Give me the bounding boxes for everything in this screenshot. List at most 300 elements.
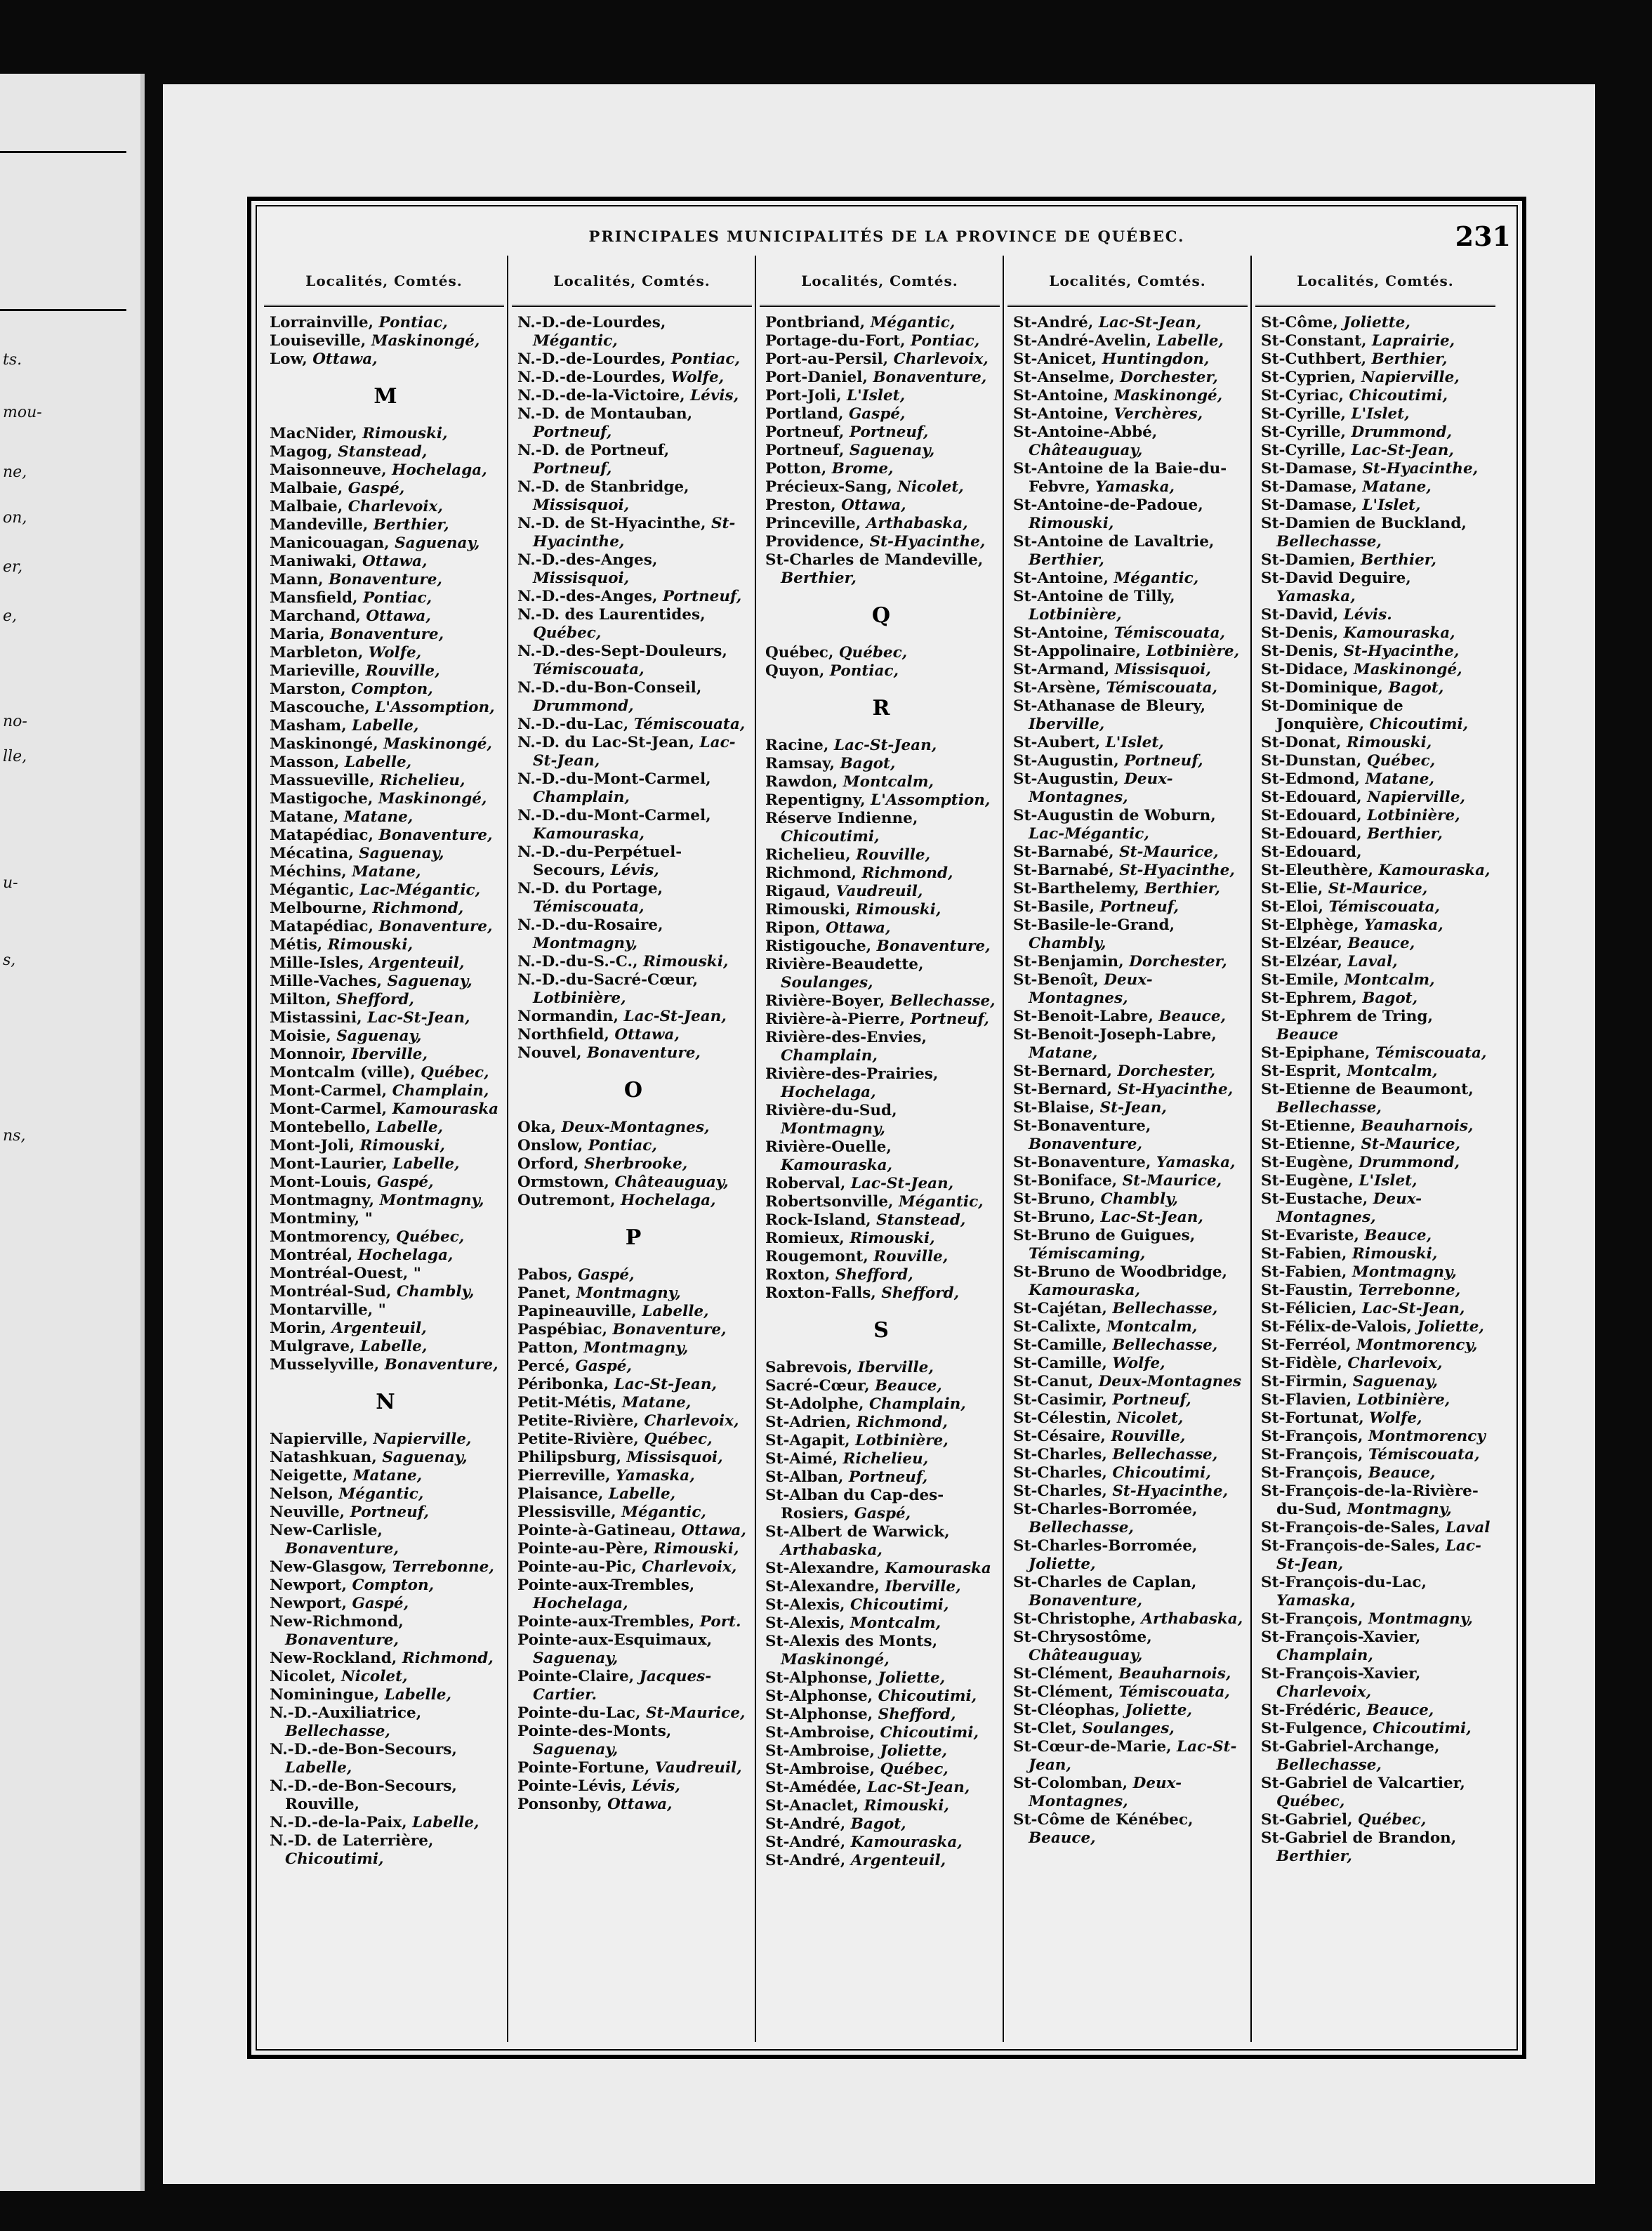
locality-name: St-David,: [1261, 606, 1339, 624]
locality-name: Oka,: [517, 1119, 557, 1136]
county-name: Iberville,: [351, 1046, 428, 1063]
county-name: Lac-St-Jean,: [1098, 314, 1202, 331]
locality-name: St-Evariste,: [1261, 1227, 1359, 1244]
locality-name: N.-D.-du-Lac,: [517, 716, 629, 733]
county-name: Richmond,: [402, 1650, 494, 1667]
county-name: Lotbinière,: [533, 989, 626, 1007]
list-item: [270, 936, 501, 954]
locality-name: St-Alban du Cap-des-Rosiers,: [765, 1487, 944, 1522]
list-item: [1013, 1190, 1245, 1209]
locality-name: Pointe-au-Père,: [517, 1540, 649, 1558]
county-name: Matane,: [352, 863, 421, 881]
county-name: Arthabaska,: [1141, 1610, 1243, 1628]
county-name: Matane,: [1029, 1044, 1098, 1062]
locality-name: St-Côme de Kénébec,: [1013, 1811, 1194, 1829]
county-name: Richelieu,: [842, 1450, 929, 1468]
county-name: Bonaventure,: [1029, 1592, 1142, 1610]
locality-name: St-Appolinaire,: [1013, 643, 1142, 660]
locality-name: St-Basile,: [1013, 898, 1095, 916]
locality-name: St-Epiphane,: [1261, 1044, 1370, 1062]
locality-name: St-Alphonse,: [765, 1706, 873, 1723]
county-name: Québec,: [1366, 752, 1436, 770]
locality-name: St-Edmond,: [1261, 770, 1361, 788]
list-item: [270, 1356, 501, 1374]
locality-name: St-Dominique de Jonquière,: [1261, 697, 1403, 733]
county-name: Portneuf,: [662, 588, 742, 605]
county-name: Port.: [699, 1613, 741, 1631]
locality-name: St-Benoit-Joseph-Labre,: [1013, 1026, 1217, 1044]
locality-name: St-Edouard,: [1261, 807, 1362, 824]
locality-name: Rivière-Boyer,: [765, 992, 885, 1010]
county-name: Shefford,: [881, 1284, 960, 1302]
list-item: [1013, 1154, 1245, 1172]
locality-name: Mont-Joli,: [270, 1137, 355, 1154]
list-item: [270, 1283, 501, 1301]
list-item: [1261, 1574, 1493, 1610]
section-letter: N: [376, 1390, 395, 1414]
list-item: [270, 1192, 501, 1210]
locality-name: St-Amédée,: [765, 1779, 862, 1796]
locality-name: N.-D. du Portage,: [517, 880, 663, 897]
county-name: Rouville,: [873, 1248, 949, 1265]
list-item: [517, 953, 749, 971]
county-name: Kamouraska,: [533, 825, 645, 843]
locality-name: Matapédiac,: [270, 827, 374, 844]
county-name: Québec,: [395, 1228, 465, 1246]
county-name: Missisquoi,: [533, 496, 630, 514]
list-item: [517, 1631, 749, 1668]
list-item: [765, 1669, 997, 1687]
county-name: Pontiac,: [670, 350, 740, 368]
county-name: Portneuf,: [533, 460, 612, 478]
county-name: Ottawa,: [366, 607, 431, 625]
county-name: Rouville,: [1111, 1428, 1186, 1445]
locality-name: St-Damase,: [1261, 460, 1357, 478]
locality-name: Montmagny,: [270, 1192, 374, 1209]
locality-name: Richmond,: [765, 864, 857, 882]
county-name: Kamouraska,: [781, 1157, 893, 1174]
list-item: [270, 1100, 501, 1119]
list-item: [1261, 752, 1493, 770]
list-item: [270, 607, 501, 626]
county-name: Gaspé,: [348, 480, 405, 497]
list-item: [517, 1449, 749, 1467]
list-item: [517, 807, 749, 843]
list-item: [270, 1319, 501, 1338]
locality-name: St-Alexis,: [765, 1596, 845, 1614]
county-name: Deux-Montagnes,: [1029, 770, 1173, 806]
list-item: [270, 845, 501, 863]
county-name: Bonaventure,: [876, 937, 991, 955]
county-name: Châteauguay,: [614, 1173, 729, 1191]
locality-name: St-Césaire,: [1013, 1428, 1106, 1445]
locality-name: Matane,: [270, 808, 339, 826]
list-item: [517, 1394, 749, 1412]
county-name: Rimouski,: [855, 901, 941, 919]
locality-name: St-Benoît,: [1013, 971, 1099, 989]
list-item: [270, 480, 501, 498]
list-item: [765, 846, 997, 864]
county-name: Shefford,: [336, 991, 414, 1008]
list-item: [1261, 551, 1493, 570]
county-name: L'Islet,: [1351, 405, 1410, 423]
locality-name: N.-D.-de-Bon-Secours,: [270, 1741, 457, 1758]
list-item: [765, 478, 997, 496]
list-item: [270, 1009, 501, 1027]
locality-name: Rivière-des-Envies,: [765, 1029, 927, 1046]
locality-name: Malbaie,: [270, 480, 343, 497]
list-item: [517, 1704, 749, 1723]
list-item: [517, 1485, 749, 1503]
list-item: [1261, 423, 1493, 442]
list-item: [765, 1011, 997, 1029]
locality-name: Outremont,: [517, 1192, 616, 1209]
list-item: [1013, 588, 1245, 624]
list-item: [1261, 643, 1493, 661]
county-name: Hochelaga,: [533, 1595, 628, 1612]
list-item: [1261, 734, 1493, 752]
locality-name: St-Gabriel-Archange,: [1261, 1738, 1440, 1756]
list-item: [270, 699, 501, 717]
locality-name: St-Damase,: [1261, 478, 1357, 496]
locality-name: Matapédiac,: [270, 918, 374, 935]
list-item: [1013, 1702, 1245, 1720]
county-name: Saguenay,: [1352, 1373, 1438, 1390]
locality-name: St-Christophe,: [1013, 1610, 1136, 1628]
locality-name: St-Charles-Borromée,: [1013, 1501, 1198, 1518]
county-name: Témiscouata,: [1106, 679, 1218, 697]
county-name: Vaudreuil,: [835, 883, 923, 900]
list-item: [1261, 1282, 1493, 1300]
locality-name: St-Fabien,: [1261, 1245, 1347, 1263]
county-name: Shefford,: [878, 1706, 956, 1723]
list-item: [1261, 1263, 1493, 1282]
locality-name: St-Antoine-de-Padoue,: [1013, 496, 1203, 514]
locality-name: St-François-du-Lac,: [1261, 1574, 1427, 1591]
locality-name: St-Antoine de la Baie-du-Febvre,: [1013, 460, 1227, 496]
left-page-edge: [0, 74, 145, 2191]
county-name: Joliette,: [880, 1742, 948, 1760]
column-heading: Localités, Comtés.: [512, 256, 752, 307]
county-name: Bellechasse,: [890, 992, 996, 1010]
county-name: Joliette,: [878, 1669, 946, 1687]
entry-list: [512, 307, 752, 1814]
list-item: [1013, 1464, 1245, 1482]
county-name: St-Maurice,: [1361, 1136, 1460, 1153]
county-name: Yamaska,: [1276, 1592, 1356, 1610]
county-name: Dorchester,: [1129, 953, 1227, 970]
county-name: Chicoutimi,: [1369, 716, 1469, 733]
locality-name: St-Didace,: [1261, 661, 1349, 678]
county-name: Montmorency,: [1356, 1336, 1478, 1354]
list-item: [1261, 1775, 1493, 1811]
locality-name: Moisie,: [270, 1027, 331, 1045]
county-name: Richmond,: [861, 864, 953, 882]
list-item: [1013, 405, 1245, 423]
county-name: Matane,: [621, 1394, 692, 1411]
locality-name: Rivière-du-Sud,: [765, 1102, 897, 1119]
list-item: [1261, 862, 1493, 880]
county-name: L'Islet,: [1359, 1172, 1418, 1190]
locality-name: Réserve Indienne,: [765, 810, 918, 827]
county-name: Montcalm,: [1347, 1062, 1438, 1080]
county-name: Portneuf,: [533, 423, 612, 441]
list-item: [765, 919, 997, 937]
county-name: Bellechasse,: [1276, 533, 1382, 551]
county-name: Maskinongé,: [1114, 387, 1223, 404]
list-item: [765, 1487, 997, 1523]
list-item: [270, 808, 501, 827]
list-item: [517, 1412, 749, 1430]
column-1: [264, 256, 504, 2042]
county-name: Gaspé,: [376, 1173, 434, 1191]
county-name: Charlevoix,: [893, 350, 989, 368]
county-name: Gaspé,: [577, 1266, 635, 1284]
list-item: [765, 387, 997, 405]
list-item: [270, 1155, 501, 1173]
locality-name: St-Barthelemy,: [1013, 880, 1139, 897]
county-name: Lac-St-Jean,: [866, 1779, 970, 1796]
locality-name: St-Denis,: [1261, 624, 1339, 642]
list-item: [1013, 1482, 1245, 1501]
county-name: Montmagny,: [533, 935, 637, 952]
list-item: [765, 1065, 997, 1102]
locality-name: Nicolet,: [270, 1668, 336, 1685]
locality-name: St-Anaclet,: [765, 1797, 859, 1815]
county-name: Laval,: [1347, 953, 1398, 970]
county-name: Nicolet,: [897, 478, 964, 496]
county-name: Témiscouata,: [1114, 624, 1226, 642]
county-name: Lotbinière,: [855, 1432, 949, 1449]
column-heading: Localités, Comtés.: [1255, 256, 1495, 307]
list-item: [1261, 1172, 1493, 1190]
list-item: [270, 516, 501, 534]
locality-name: St-Basile-le-Grand,: [1013, 916, 1175, 934]
list-item: [765, 1742, 997, 1761]
list-item: [1013, 1318, 1245, 1336]
locality-name: Plessisville,: [517, 1503, 616, 1521]
list-item: [270, 717, 501, 735]
county-name: Mégantic,: [533, 332, 618, 350]
list-item: [270, 863, 501, 881]
list-item: [765, 755, 997, 773]
list-item: [270, 1522, 501, 1558]
county-name: Saguenay,: [533, 1741, 619, 1758]
locality-name: Montréal-Ouest,: [270, 1265, 409, 1282]
locality-name: St-Edouard,: [1261, 825, 1362, 843]
list-item: [1261, 1665, 1493, 1702]
locality-name: St-Charles de Mandeville,: [765, 551, 984, 569]
list-item: [1013, 643, 1245, 661]
list-item: [765, 737, 997, 755]
locality-name: St-Albert de Warwick,: [765, 1523, 950, 1541]
locality-name: Princeville,: [765, 515, 861, 532]
locality-name: Low,: [270, 350, 308, 368]
list-item: [1261, 515, 1493, 551]
county-name: Bellechasse,: [1276, 1099, 1382, 1117]
locality-name: St-Charles,: [1013, 1482, 1107, 1500]
locality-name: St-Cyrille,: [1261, 423, 1346, 441]
left-page-fragment: on,: [3, 509, 27, 527]
county-name: Richelieu,: [379, 772, 465, 789]
section-letter: S: [873, 1318, 889, 1343]
county-name: Témiscouata,: [1375, 1044, 1487, 1062]
county-name: Napierville,: [373, 1430, 472, 1448]
county-name: Champlain,: [533, 789, 630, 806]
locality-name: St-Dunstan,: [1261, 752, 1362, 770]
list-item: [517, 1558, 749, 1577]
locality-name: Rivière-Beaudette,: [765, 956, 924, 973]
list-item: [270, 918, 501, 936]
locality-name: Natashkuan,: [270, 1449, 377, 1466]
county-name: Dorchester,: [1120, 369, 1218, 386]
locality-name: Preston,: [765, 496, 836, 514]
list-item: [765, 883, 997, 901]
locality-name: Pointe-aux-Trembles,: [517, 1613, 695, 1631]
locality-name: Ristigouche,: [765, 937, 872, 955]
left-page-fragment: s,: [3, 952, 16, 969]
locality-name: St-Antoine de Tilly,: [1013, 588, 1175, 605]
county-name: Lac-Mégantic,: [359, 881, 481, 899]
county-name: Ottawa,: [607, 1796, 673, 1813]
list-item: [517, 1321, 749, 1339]
locality-name: N.-D. du Lac-St-Jean,: [517, 734, 695, 751]
county-name: Bonaventure,: [330, 626, 444, 643]
county-name: Joliette,: [1029, 1555, 1096, 1573]
county-name: Deux-Montagnes,: [1029, 1775, 1182, 1810]
county-name: Montcalm,: [842, 773, 934, 791]
locality-name: Mann,: [270, 571, 324, 588]
county-name: Matane,: [343, 808, 414, 826]
county-name: Chambly,: [1100, 1190, 1179, 1208]
list-item: [270, 443, 501, 461]
left-page-fragment: lle,: [3, 748, 27, 765]
county-name: Berthier,: [1371, 350, 1448, 368]
county-name: L'Assomption,: [871, 791, 991, 809]
county-name: Lévis,: [610, 862, 659, 879]
list-item: [1261, 1062, 1493, 1081]
list-item: [1013, 1610, 1245, 1628]
list-item: [1013, 679, 1245, 697]
list-item: [1261, 1154, 1493, 1172]
county-name: Bonaventure,: [586, 1044, 701, 1062]
locality-name: St-Firmin,: [1261, 1373, 1348, 1390]
locality-name: Mille-Vaches,: [270, 973, 382, 990]
list-item: [517, 971, 749, 1008]
locality-name: Mulgrave,: [270, 1338, 355, 1355]
list-item: [1261, 843, 1493, 862]
list-item: [270, 1338, 501, 1356]
list-item: [765, 1450, 997, 1468]
county-name: Bonaventure,: [384, 1356, 498, 1374]
locality-name: N.-D.-du-S.-C.,: [517, 953, 638, 970]
list-item: [517, 1430, 749, 1449]
locality-name: N.-D.-du-Mont-Carmel,: [517, 770, 711, 788]
list-item: [765, 864, 997, 883]
county-name: Labelle,: [1156, 332, 1224, 350]
section-letter: O: [623, 1078, 643, 1103]
locality-name: Montarville,: [270, 1301, 374, 1319]
list-item: [765, 1266, 997, 1284]
locality-name: Maria,: [270, 626, 325, 643]
list-item: [1261, 1136, 1493, 1154]
left-page-fragment: ts.: [3, 351, 22, 369]
locality-name: Masson,: [270, 753, 340, 771]
list-item: [1261, 807, 1493, 825]
list-item: [517, 1266, 749, 1284]
county-name: Labelle,: [285, 1759, 352, 1777]
list-item: [1261, 1428, 1493, 1446]
list-item: [1261, 1811, 1493, 1829]
county-name: Compton,: [352, 1577, 435, 1594]
locality-name: N.-D.-de-Lourdes,: [517, 314, 666, 331]
locality-name: Rougemont,: [765, 1248, 868, 1265]
county-name: Terrebonne,: [1358, 1282, 1461, 1299]
county-name: Yamaska,: [1095, 478, 1175, 496]
list-item: [1013, 387, 1245, 405]
locality-name: St-Charles,: [1013, 1446, 1107, 1463]
county-name: L'Assomption,: [375, 699, 495, 716]
list-item: [270, 1301, 501, 1319]
county-name: Bagot,: [1388, 679, 1444, 697]
locality-name: Nominingue,: [270, 1686, 380, 1704]
county-name: Saguenay,: [849, 442, 935, 459]
list-item: [1013, 697, 1245, 734]
list-item: [270, 991, 501, 1009]
locality-name: Pointe-aux-Esquimaux,: [517, 1631, 713, 1649]
list-item: [517, 1173, 749, 1192]
locality-name: Pontbriand,: [765, 314, 866, 331]
list-item: [517, 1155, 749, 1173]
list-item: [270, 1246, 501, 1265]
county-name: Bagot,: [850, 1815, 906, 1833]
county-name: Saguenay,: [359, 845, 444, 862]
county-name: Champlain,: [392, 1082, 489, 1100]
county-name: Bagot,: [840, 755, 896, 772]
county-name: Montmorency: [1368, 1428, 1486, 1445]
list-item: [765, 956, 997, 992]
county-name: Témiscouata,: [533, 898, 645, 916]
county-name: Québec,: [644, 1430, 713, 1448]
locality-name: New-Richmond,: [270, 1613, 404, 1631]
locality-name: Magog,: [270, 443, 333, 461]
locality-name: N.-D. de St-Hyacinthe,: [517, 515, 706, 532]
list-item: [1013, 1811, 1245, 1848]
locality-name: St-Eugène,: [1261, 1172, 1354, 1190]
county-name: Missisquoi,: [626, 1449, 723, 1466]
list-item: [1013, 1409, 1245, 1428]
list-item: [1013, 1300, 1245, 1318]
locality-name: N.-D.-Auxiliatrice,: [270, 1704, 422, 1722]
county-name: Kamouraska: [392, 1100, 499, 1118]
county-name: Labelle,: [352, 717, 419, 735]
county-name: Montmagny,: [1347, 1501, 1452, 1518]
list-item: [270, 534, 501, 553]
county-name: Témiscaming,: [1029, 1245, 1146, 1263]
county-name: Hochelaga,: [620, 1192, 716, 1209]
county-name: Chambly,: [1029, 935, 1106, 952]
county-name: Témiscouata,: [1328, 898, 1441, 916]
locality-name: St-Constant,: [1261, 332, 1367, 350]
list-item: [1013, 496, 1245, 533]
list-item: [517, 1192, 749, 1210]
locality-name: Paspébiac,: [517, 1321, 608, 1338]
list-item: [1261, 1300, 1493, 1318]
list-item: [1261, 1117, 1493, 1136]
county-name: Lotbinière,: [1367, 807, 1460, 824]
county-name: Lac-St-Jean,: [367, 1009, 470, 1027]
county-name: Chicoutimi,: [1373, 1720, 1472, 1737]
